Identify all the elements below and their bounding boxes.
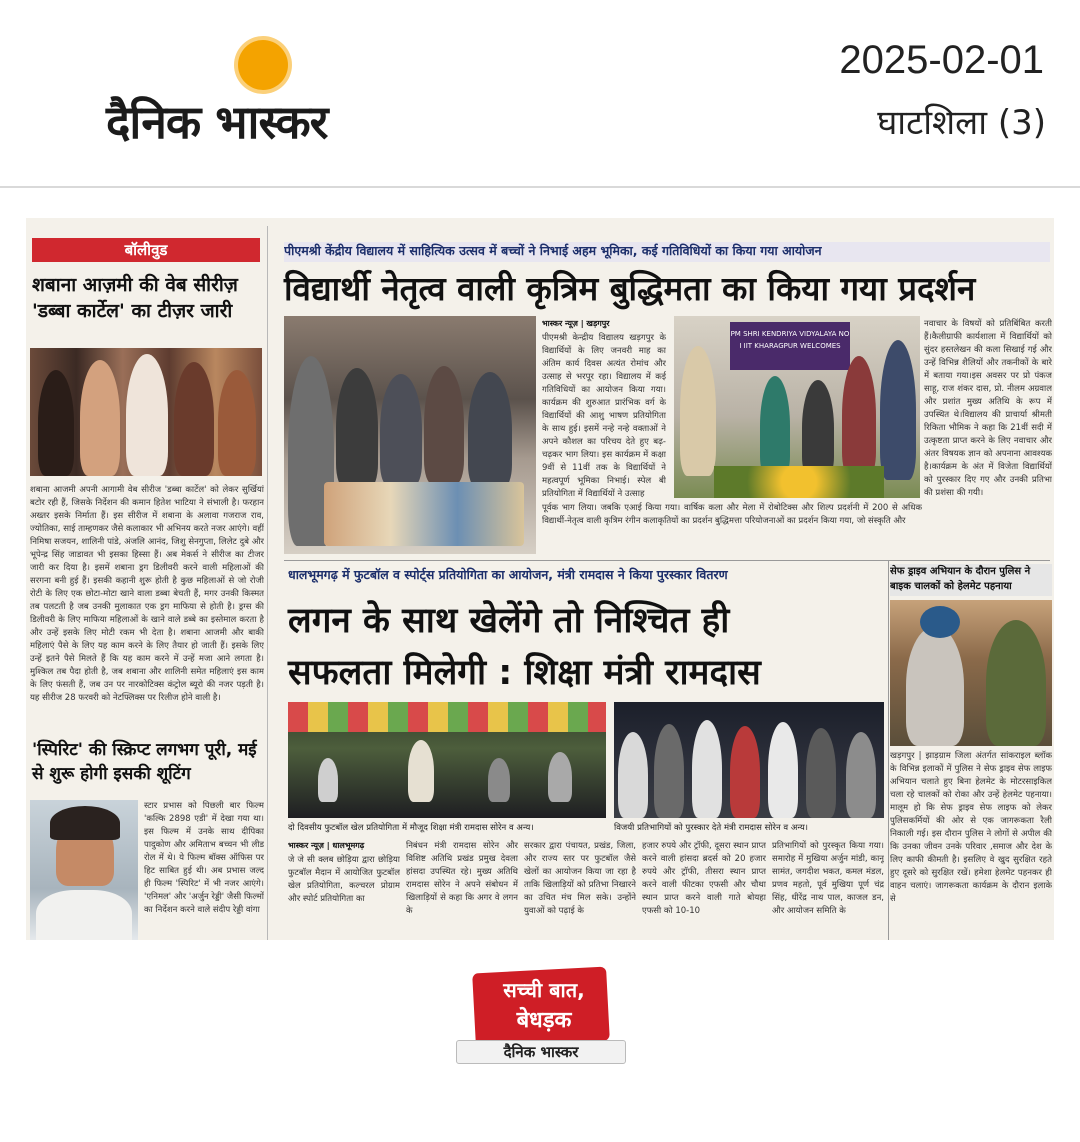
mid-story-col-4: हजार रुपये और ट्रॉफी, दूसरा स्थान प्राप्त करने वाली हांसदा ब्रदर्स को 20 हजार रुपये और ट्रॉफी, तीसरा स्थान प्राप्त करने वाली फीटका एफसी और चौथा स्थान प्राप्त करने वाली गाते बोयहा एफसी को 10-10 — [642, 841, 766, 916]
guest-figure — [880, 340, 916, 480]
winner-figure — [730, 726, 760, 818]
winner-figure — [654, 724, 684, 818]
headline-dabba-cartel: शबाना आज़मी की वेब सीरीज़ 'डब्बा कार्टेल' का टीज़र जारी — [32, 274, 238, 322]
student-figure — [424, 366, 464, 484]
top-story-byline: भास्कर न्यूज़ | खड़गपुर — [542, 319, 610, 328]
headline-spirit: 'स्पिरिट' की स्क्रिप्ट लगभग पूरी, मई से शुरू होगी इसकी शूटिंग — [32, 740, 257, 784]
rider-figure — [906, 626, 964, 746]
edition-date: 2025-02-01 — [839, 38, 1044, 82]
winner-figure — [768, 722, 798, 818]
photo-caption-2: विजयी प्रतिभागियों को पुरस्कार देते मंत्री रामदास सोरेन व अन्य। — [614, 823, 808, 833]
winner-figure — [692, 720, 722, 818]
mid-story-kicker: धालभूमगढ़ में फुटबॉल व स्पोर्ट्स प्रतियोगिता का आयोजन, मंत्री रामदास ने किया पुरस्कार वितरण — [288, 567, 728, 582]
kv-banner: PM SHRI KENDRIYA VIDYALAYA NO I IIT KHARAGPUR WELCOMES — [730, 322, 850, 370]
cast-figure — [38, 370, 74, 476]
epaper-header — [0, 0, 1080, 188]
flower-bed — [714, 466, 884, 498]
winner-figure — [618, 732, 648, 818]
dabba-cartel-photo — [30, 348, 262, 476]
mid-story-col-3: सरकार द्वारा पंचायत, प्रखंड, जिला, और राज्य स्तर पर फुटबॉल जैसे खेलों का आयोजन किया जा रहा है ताकि खिलाड़ियों को प्रतिभा निखारने का उचित मंच मिल सके। उन्होंने युवाओं को पढ़ाई के — [524, 841, 636, 916]
slogan-badge[interactable] — [470, 970, 610, 1060]
guest-figure — [842, 356, 876, 476]
mid-story-col-1: जे जे सी क्लब छोड़िया द्वारा छोड़िया फुटबॉल मैदान में आयोजित फुटबॉल खेल प्रतियोगिता, कल्चरल प्रोग्राम और स्पोर्ट प्रतियोगिता का — [288, 855, 400, 904]
speaker-figure — [408, 740, 434, 802]
mid-story-byline: भास्कर न्यूज़ | धालभूमगढ़ — [288, 841, 365, 850]
students-exhibition-photo — [284, 316, 536, 554]
student-figure — [468, 372, 512, 488]
top-story-body-c: नवाचार के विषयों को प्रतिबिंबित करती हैं।कैलीग्राफी कार्यशाला में विद्यार्थियों को सुंदर हस्तलेखन की कला सिखाई गई और उन्हें विभिन्न शैलियों और तकनीकों के बारे में बताया गया।इस अवसर पर प्रो पंकज साहू, राज शंकर दास, प्रो. नीलम अग्रवाल और प्रशांत मुख्य अतिथि के रूप में उपस्थित थे।विद्यालय की प्राचार्या श्रीमती रिकिता भौमिक ने कहा कि 21वीं सदी में उत्कृष्टता प्राप्त करने के लिए नवाचार और अंतर विषयक ज्ञान को अपनाना आवश्यक है।कार्यक्रम के अंत में विजेता विद्यार्थियों को पुरस्कार दिए गए और उनकी प्रतिभा की प्रशंसा की गयी। — [924, 319, 1052, 498]
winner-figure — [846, 732, 876, 818]
section-divider — [284, 560, 1050, 561]
student-figure — [380, 374, 422, 486]
top-story-kicker: पीएमश्री केंद्रीय विद्यालय में साहित्यिक उत्सव में बच्चों ने निभाई अहम भूमिका, कई गतिविधियों का किया गया आयोजन — [284, 242, 1050, 262]
audience-figure — [318, 758, 338, 802]
bollywood-column — [26, 226, 268, 940]
guest-figure — [760, 376, 790, 476]
decoration-strip — [288, 702, 606, 732]
brand-logo[interactable]: दैनिक भास्कर — [106, 95, 328, 149]
winner-figure — [806, 728, 836, 818]
dabba-cartel-body: शबाना आजमी अपनी आगामी वेब सीरीज 'डब्बा कार्टेल' को लेकर सुर्खियां बटोर रही हैं, जिसके निर्देशन की कमान हितेश भाटिया ने संभाली है। फरहान अख्तर इसके निर्माता हैं। इस सीरीज में शबाना के अलावा गजराज राव, ज्योतिका, साई ताम्हणकर जैसे कलाकार भी अभिनय करते नजर आएंगे। वहीं निमिषा सजयन, शालिनी पांडे, अंजलि आनंद, जिशु सेनगुप्ता, लिलेट दुबे और भूपेन्द्र सिंह जाडावत भी इसका हिस्सा हैं। अब मेकर्स ने सीरीज का टीजर जारी कर दिया है। इसमें शबाना ड्रग डिलीवरी करने वाली महिलाओं की सरगना बनी हुई हैं। इसकी कहानी शुरू होती है कुछ महिलाओं से जो रोजी रोटी के लिए एक छोटा-मोटा खाने वाला डब्बा बेचती हैं, मगर उनकी किस्मत तब पलटती है जब उनकी मुलाकात एक ड्रग माफिया से होती है। ड्रग्स की डिलीवरी के लिए माफिया महिलाओं के खाने वाले डब्बे का इस्तेमाल करता है और उन्हें इसके लिए मोटी रकम भी देता है। शबाना आजमी और बाकी महिलाएं पैसे के लिए यह काम करने के लिए तैयार हो जाती हैं। इसके लिए उन्हें इतने पैसे मिलते हैं कि यह काम करने में उन्हें मजा आने लगता है। मुश्किल तब पैदा होती है, जब शबाना और शालिनी समेत महिलाएं इस काम के लिए फंसती हैं, जब उन पर नारकोटिक्स कंट्रोल ब्यूरो की नजर पड़ती है। यह सीरीज 28 फरवरी को नेटफ्लिक्स पर रिलीज होने वाली है। — [30, 485, 264, 703]
mid-story-headline-2[interactable]: सफलता मिलेगी : शिक्षा मंत्री रामदास — [288, 653, 761, 693]
ceremony-photo — [674, 316, 920, 498]
cast-figure — [174, 362, 214, 476]
exhibition-table — [324, 482, 524, 546]
right-story-headline[interactable]: सेफ ड्राइव अभियान के दौरान पुलिस ने बाइक चालकों को हेलमेट पहनाया — [890, 564, 1052, 596]
prabhas-photo — [30, 800, 138, 940]
badge-line-2: बेधड़क — [516, 1008, 572, 1033]
police-figure — [986, 620, 1046, 746]
top-story-body-a: पीएमश्री केन्द्रीय विद्यालय खड़गपुर के विद्यार्थियों के लिए जनवरी माह का अंतिम कार्य दिवस अत्यंत रोमांच और उत्साह से भरपूर रहा। विद्यालय में कई गतिविधियों का आयोजन किया गया। कार्यक्रम की शुरुआत प्रारंभिक वर्ग के विद्यार्थियों की आशु भाषण प्रतियोगिता के साथ हुई। इसमें नन्हे नन्हे वक्ताओं ने अपने कौशल का परिचय देते हुए बढ़-चढ़कर भाग लिया। इस कार्यक्रम में कक्षा 9वीं से 11वीं तक के विद्यार्थियों ने महत्वपूर्ण भूमिका निभाई। स्पेल बी प्रतियोगिता में विद्यार्थियों ने उत्साह — [542, 333, 666, 499]
guest-figure — [680, 346, 716, 476]
photo-caption-1: दो दिवसीय फुटबॉल खेल प्रतियोगिता में मौजूद शिक्षा मंत्री रामदास सोरेन व अन्य। — [288, 823, 534, 833]
right-story-body: खड़गपुर | झाड़ग्राम जिला अंतर्गत सांकराइल ब्लॉक के विभिन्न इलाकों में पुलिस ने सेफ ड्राइव सेफ लाइफ अभियान चलाते हुए बिना हेलमेट के मोटरसाइकिल चला रहे चालकों को रोका और उन्हें हेलमेट पहनाया। मालूम हो कि सेफ ड्राइव सेफ लाइफ को लेकर पुलिसकर्मियों की ओर से एक जागरूकता रैली निकाली गई। इस दौरान पुलिस ने लोगों से अपील की कि उनका जीवन उनके परिवार ,समाज और देश के लिए काफी कीमती है। इसलिए वे खुद सुरक्षित रहते हुए दूसरे को सुरक्षित रखें। हमेशा हेलमेट पहनकर ही वाहन चलाएं। जागरूकता कार्यक्रम के दौरान इलाके से — [890, 751, 1052, 904]
spirit-body: स्टार प्रभास को पिछली बार फिल्म 'कल्कि 2898 एडी' में देखा गया था। इस फिल्म में उनके साथ दीपिका पादुकोण और अमिताभ बच्चन भी लीड रोल में थे। ये फिल्म बॉक्स ऑफिस पर हिट साबित हुई थी। अब प्रभास जल्द ही फिल्म 'स्पिरिट' में भी नजर आएंगे। 'एनिमल' और 'अर्जुन रेड्डी' जैसी फिल्मों का निर्देशन करने वाले संदीप रेड्डी वांगा — [144, 801, 264, 915]
cast-figure — [80, 360, 120, 476]
mid-story-headline-1[interactable]: लगन के साथ खेलेंगे तो निश्चित ही — [288, 601, 730, 641]
prize-distribution-photo — [614, 702, 884, 818]
badge-line-1: सच्ची बात, — [503, 978, 585, 1002]
edition-page[interactable]: घाटशिला (3) — [877, 103, 1046, 143]
hair-figure — [50, 806, 120, 840]
student-figure — [336, 368, 378, 488]
sun-logo-icon — [238, 40, 288, 90]
top-story-body-b: पूर्वक भाग लिया। जबकि एआई किया गया। वार्षिक कला और मेला में रोबोटिक्स और शिल्प प्रदर्शनी में 200 से अधिक विद्यार्थी-नेतृत्व वाली कृत्रिम रंगीन कलाकृतियों का प्रदर्शन बुद्धिमत्ता परियोजनाओं का प्रदर्शन किया गया, जो संस्कृति और — [542, 503, 922, 526]
cast-figure — [218, 370, 256, 476]
helmet-drive-photo — [890, 600, 1052, 746]
column-divider — [888, 560, 889, 940]
audience-figure — [488, 758, 510, 802]
newspaper-page[interactable] — [26, 218, 1054, 940]
badge-brand: दैनिक भास्कर — [456, 1040, 626, 1064]
top-story-headline[interactable]: विद्यार्थी नेतृत्व वाली कृत्रिम बुद्धिमता का किया गया प्रदर्शन — [284, 269, 976, 308]
section-tag: बॉलीवुड — [32, 238, 260, 262]
mid-story-col-2: निबंधन मंत्री रामदास सोरेन और विशिष्ट अतिथि प्रखंड प्रमुख देवला हांसदा उपस्थित रहे। मुख्य अतिथि रामदास सोरेन ने अपने संबोधन में खिलाड़ियों से कहा कि अगर वे लगन के — [406, 841, 518, 916]
cast-figure — [126, 354, 168, 476]
guest-figure — [802, 380, 834, 476]
football-event-photo — [288, 702, 606, 818]
shirt-figure — [36, 890, 132, 940]
helmet-icon — [920, 606, 960, 638]
audience-figure — [548, 752, 572, 802]
mid-story-col-5: प्रतिभागियों को पुरस्कृत किया गया। समारोह में मुखिया अर्जुन मांडी, कानू सामंत, जगदीश भकत, कमल मंडल, प्रणव महतो, पूर्व मुखिया पूर्ण चंद्र सिंह, धीरेंद्र नाथ पाल, काजल डन, और आयोजन समिति के — [772, 841, 884, 916]
